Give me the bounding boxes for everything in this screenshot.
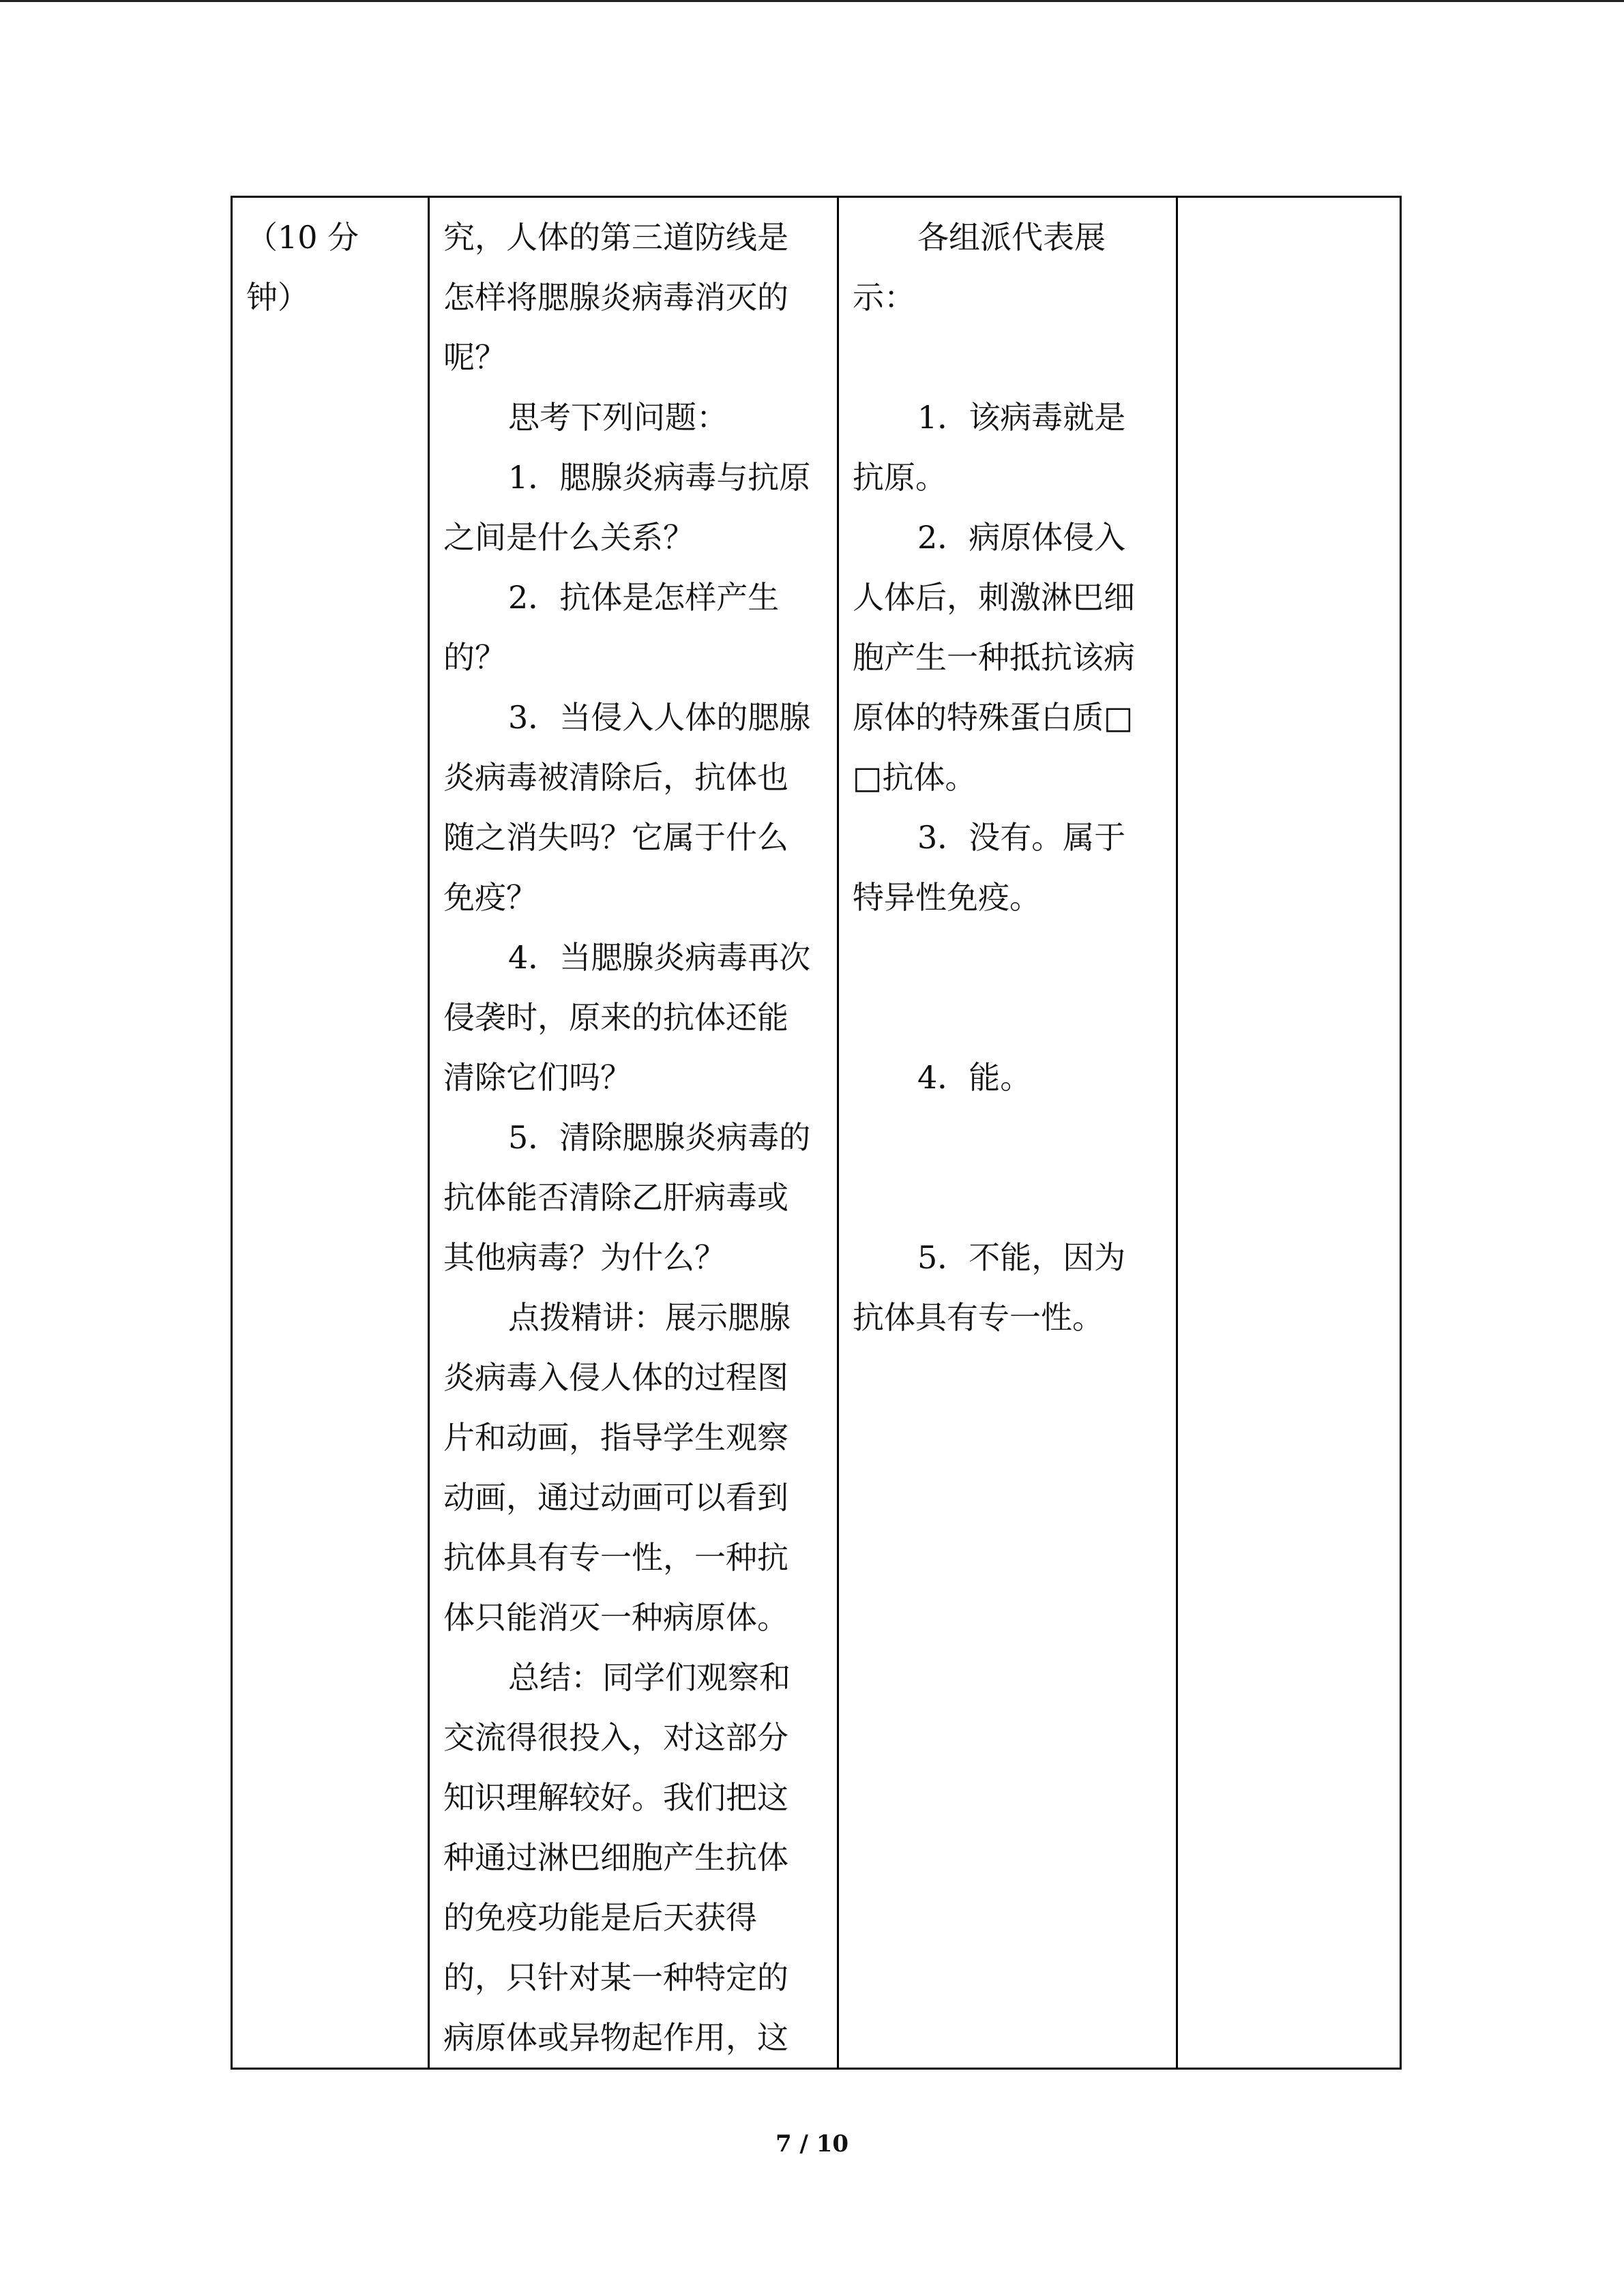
text-line: 3．当侵入人体的腮腺 xyxy=(508,699,811,736)
text-line: 抗体具有专一性。 xyxy=(853,1299,1104,1336)
text-line: 究，人体的第三道防线是 xyxy=(443,219,788,256)
text-line: 2．病原体侵入 xyxy=(917,519,1126,556)
text-line: 交流得很投入，对这部分 xyxy=(443,1719,788,1756)
text-line: 之间是什么关系？ xyxy=(443,519,694,556)
table-row xyxy=(232,197,1401,2069)
text-line: 体只能消灭一种病原体。 xyxy=(443,1599,788,1636)
text-line: 种通过淋巴细胞产生抗体 xyxy=(443,1839,788,1876)
text-line: 清除它们吗？ xyxy=(443,1059,632,1096)
notes-cell xyxy=(1177,197,1401,2069)
text-line: 知识理解较好。我们把这 xyxy=(443,1779,788,1816)
blank-line xyxy=(853,1107,1162,1167)
text-line: 原体的特殊蛋白质□ xyxy=(853,699,1134,736)
lesson-table xyxy=(231,196,1402,2070)
text-line: 特异性免疫。 xyxy=(853,879,1041,916)
top-rule xyxy=(0,0,1624,2)
text-line: 3．没有。属于 xyxy=(917,819,1126,856)
text-line: 点拨精讲：展示腮腺 xyxy=(508,1299,791,1336)
text-line: 5．不能，因为 xyxy=(917,1239,1126,1276)
text-line: 胞产生一种抵抗该病 xyxy=(853,639,1135,676)
text-line: 的，只针对某一种特定的 xyxy=(443,1959,788,1996)
text-line: 动画，通过动画可以看到 xyxy=(443,1479,788,1516)
text-line: 的免疫功能是后天获得 xyxy=(443,1899,757,1936)
text-line: 的？ xyxy=(443,639,506,676)
text-line: 随之消失吗？它属于什么 xyxy=(443,819,788,856)
text-line: 抗体能否清除乙肝病毒或 xyxy=(443,1179,788,1216)
text-line: 各组派代表展 xyxy=(917,219,1106,256)
text-line: 2．抗体是怎样产生 xyxy=(508,579,780,616)
text-line: 侵袭时，原来的抗体还能 xyxy=(443,999,788,1036)
text-line: 示： xyxy=(853,279,915,316)
text-line: 炎病毒被清除后，抗体也 xyxy=(443,759,788,796)
text-line: 4．能。 xyxy=(917,1059,1032,1096)
text-line: 炎病毒入侵人体的过程图 xyxy=(443,1359,788,1396)
text-line: □抗体。 xyxy=(853,759,977,796)
time-cell xyxy=(232,197,429,2069)
text-line: 抗原。 xyxy=(853,459,947,496)
text-line: 5．清除腮腺炎病毒的 xyxy=(508,1119,811,1156)
text-line: 免疫？ xyxy=(443,879,537,916)
text-line: 总结：同学们观察和 xyxy=(508,1659,791,1696)
text-line: 4．当腮腺炎病毒再次 xyxy=(508,939,811,976)
blank-line xyxy=(853,927,1162,987)
page-number: 7 / 10 xyxy=(775,2130,849,2158)
teacher-activity-cell xyxy=(429,197,838,2069)
text-line: 1．腮腺炎病毒与抗原 xyxy=(508,459,811,496)
text-line: 人体后，刺激淋巴细 xyxy=(853,579,1135,616)
blank-line xyxy=(853,1167,1162,1227)
text-line: 怎样将腮腺炎病毒消灭的 xyxy=(443,279,788,316)
text-line: 抗体具有专一性，一种抗 xyxy=(443,1539,788,1576)
blank-line xyxy=(853,987,1162,1047)
text-line: 思考下列问题： xyxy=(508,399,728,436)
text-line: 1．该病毒就是 xyxy=(917,399,1126,436)
time-line: （10 分 xyxy=(246,219,359,256)
text-line: 呢？ xyxy=(443,339,506,376)
student-activity-cell xyxy=(838,197,1177,2069)
time-line: 钟） xyxy=(246,279,309,316)
blank-line xyxy=(853,327,1162,387)
text-line: 其他病毒？为什么？ xyxy=(443,1239,726,1276)
text-line: 病原体或异物起作用，这 xyxy=(443,2019,788,2056)
text-line: 片和动画，指导学生观察 xyxy=(443,1419,788,1456)
